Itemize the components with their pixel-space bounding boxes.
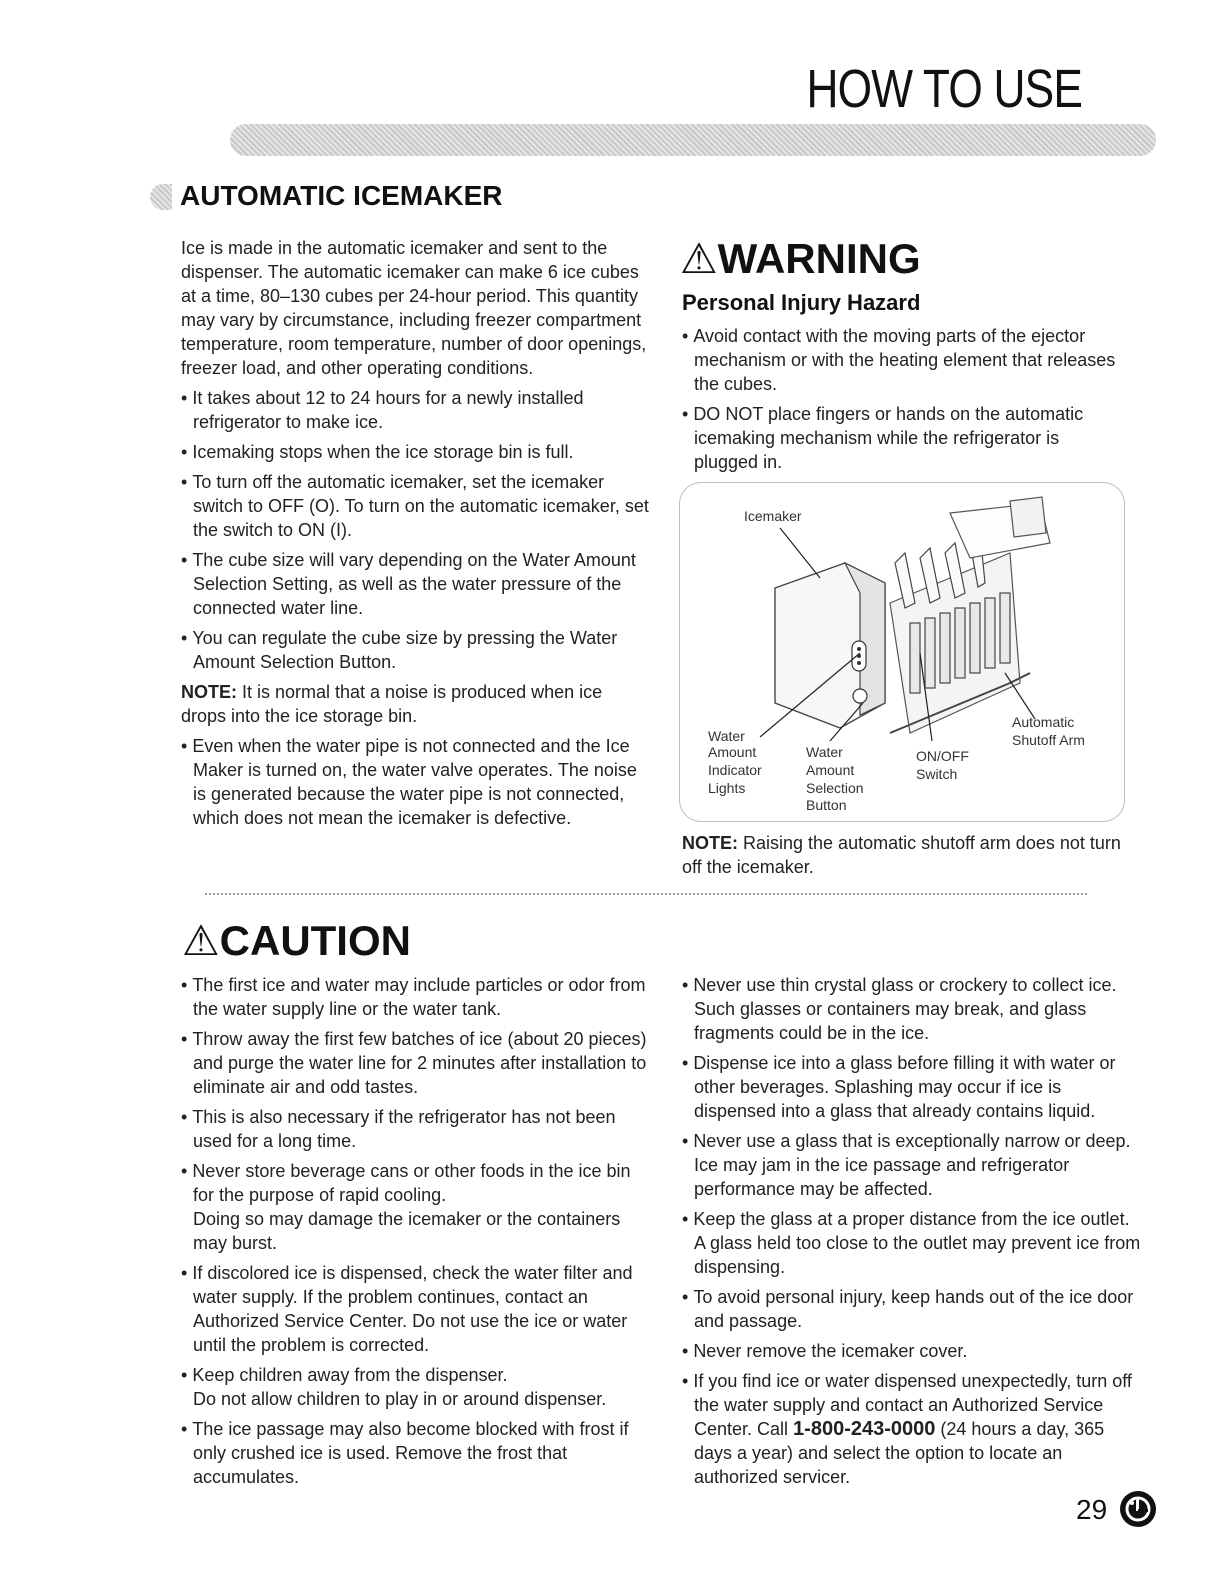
diagram-label-automatic: Automatic [1012, 714, 1075, 730]
caution-right-list [682, 973, 1142, 1495]
list-item-text: Never store beverage cans or other foods in the ice bin for the purpose of rapid cooling. [192, 1161, 631, 1205]
diagram-label-sel-amount: Amount [806, 762, 855, 778]
list-item-text: To avoid personal injury, keep hands out of the ice door and passage. [693, 1287, 1134, 1331]
list-item: • Never use a glass that is exceptionally narrow or deep. Ice may jam in the ice passage and refrigerator performance may be affected. [682, 1131, 1131, 1199]
list-item-text: Even when the water pipe is not connected and the Ice Maker is turned on, the water valve operates. The noise is generated because the water pipe is not connected, which does not mean the icemaker is defective. [192, 736, 637, 828]
warning-subtitle: Personal Injury Hazard [682, 290, 921, 315]
warning-heading [680, 234, 921, 283]
list-item: • It takes about 12 to 24 hours for a newly installed refrigerator to make ice. [181, 388, 584, 432]
list-item: • The cube size will vary depending on the Water Amount Selection Setting, as well as the water pressure of the connected water line. [181, 550, 636, 618]
list-item: • Keep children away from the dispenser. Do not allow children to play in or around dispenser. [181, 1363, 651, 1411]
list-item-text: The ice passage may also become blocked with frost if only crushed ice is used. Remove the frost that accumulates. [192, 1419, 629, 1487]
list-item-text: Keep the glass at a proper distance from the ice outlet. A glass held too close to the outlet may prevent ice from dispensing. [693, 1209, 1141, 1277]
list-item-text: Never use a glass that is exceptionally narrow or deep. Ice may jam in the ice passage and refrigerator performance may be affected. [693, 1131, 1131, 1199]
list-item: • DO NOT place fingers or hands on the automatic icemaking mechanism while the refrigerator is plugged in. [682, 404, 1084, 472]
list-item: • To turn off the automatic icemaker, set the icemaker switch to OFF (O). To turn on the automatic icemaker, set the switch to ON (I). [181, 472, 649, 540]
list-item: • The first ice and water may include particles or odor from the water supply line or the water tank. [181, 975, 646, 1019]
diagram-label-icemaker: Icemaker [744, 508, 802, 524]
list-item-continuation: Doing so may damage the icemaker or the containers may burst. [193, 1209, 621, 1253]
diagram-label-sel-selection: Selection [806, 780, 864, 796]
list-item-text: You can regulate the cube size by pressing the Water Amount Selection Button. [192, 628, 618, 672]
list-item-text: Throw away the first few batches of ice (about 20 pieces) and purge the water line for 2 minutes after installation to eliminate air and odd tastes. [192, 1029, 647, 1097]
icemaker-diagram [679, 482, 1125, 822]
diagram-label-sel-water: Water [806, 744, 843, 760]
diagram-label-indicator: Indicator [708, 762, 762, 778]
list-item-text: If you find ice or water dispensed unexpectedly, turn off the water supply and contact an Authorized Service Center. Call [693, 1371, 1132, 1439]
list-item: • Even when the water pipe is not connected and the Ice Maker is turned on, the water valve operates. The noise is generated because the water pipe is not connected, which does not mean the icemaker is defective. [181, 736, 637, 828]
caution-heading [182, 916, 411, 965]
lg-logo-icon [1119, 1490, 1157, 1528]
caution-icon: ⚠ [182, 917, 220, 964]
list-item-text: The first ice and water may include particles or odor from the water supply line or the water tank. [192, 975, 646, 1019]
note-label: NOTE: [181, 682, 237, 702]
list-item: • Never remove the icemaker cover. [682, 1341, 968, 1361]
list-item: • Avoid contact with the moving parts of the ejector mechanism or with the heating element that releases the cubes. [682, 326, 1116, 394]
list-item: • Icemaking stops when the ice storage bin is full. [181, 442, 574, 462]
list-item: • If discolored ice is dispensed, check the water filter and water supply. If the problem continues, contact an Authorized Service Center. Do not use the ice or water until the problem is corrected. [181, 1263, 633, 1355]
diagram-label-sel-button: Button [806, 797, 847, 813]
list-item-text: To turn off the automatic icemaker, set the icemaker switch to OFF (O). To turn on the automatic icemaker, set the switch to ON (I). [192, 472, 649, 540]
diagram-label-water: Water [708, 728, 745, 744]
list-item: • Never use thin crystal glass or crockery to collect ice. Such glasses or containers may break, and glass fragments could be in the ice. [682, 975, 1117, 1043]
list-item: • Keep the glass at a proper distance from the ice outlet. A glass held too close to the outlet may prevent ice from dispensing. [682, 1209, 1141, 1277]
list-item-text: Never use thin crystal glass or crockery to collect ice. Such glasses or containers may break, and glass fragments could be in the ice. [693, 975, 1117, 1043]
diagram-label-shutoff-arm: Shutoff Arm [1012, 732, 1085, 748]
service-phone-number: 1-800-243-0000 [793, 1418, 936, 1440]
list-item-text: This is also necessary if the refrigerator has not been used for a long time. [192, 1107, 616, 1151]
section-divider [205, 893, 1087, 895]
list-item: • You can regulate the cube size by pressing the Water Amount Selection Button. [181, 628, 618, 672]
list-item-text: Icemaking stops when the ice storage bin is full. [192, 442, 574, 462]
list-item: • Dispense ice into a glass before filling it with water or other beverages. Splashing may occur if ice is dispensed into a glass that already contains liquid. [682, 1053, 1116, 1121]
caution-left-list [181, 973, 651, 1495]
note-text: Raising the automatic shutoff arm does not turn off the icemaker. [682, 833, 1121, 877]
list-item-text: It takes about 12 to 24 hours for a newly installed refrigerator to make ice. [192, 388, 584, 432]
page-header-title: HOW TO USE [806, 59, 1082, 119]
list-item-text: The cube size will vary depending on the Water Amount Selection Setting, as well as the water pressure of the connected water line. [192, 550, 636, 618]
list-item: • This is also necessary if the refrigerator has not been used for a long time. [181, 1107, 616, 1151]
section-title: AUTOMATIC ICEMAKER [180, 180, 503, 211]
list-item: • If you find ice or water dispensed unexpectedly, turn off the water supply and contact an Authorized Service Center. Call 1-800-243-0000 (24 hours a day, 365 days a year) and select the option to locate an authorized servicer. [682, 1371, 1132, 1487]
list-item: • To avoid personal injury, keep hands out of the ice door and passage. [682, 1287, 1134, 1331]
warning-list [682, 324, 1118, 480]
list-item-continuation: Do not allow children to play in or around dispenser. [193, 1389, 607, 1409]
diagram-label-onoff: ON/OFF [916, 748, 969, 764]
note [181, 680, 651, 728]
list-item-text: If discolored ice is dispensed, check the water filter and water supply. If the problem continues, contact an Authorized Service Center. Do not use the ice or water until the problem is corrected. [192, 1263, 633, 1355]
list-item-text: Never remove the icemaker cover. [693, 1341, 968, 1361]
diagram-label-amount: Amount [708, 744, 757, 760]
list-item-text: Keep children away from the dispenser. [192, 1365, 508, 1385]
page-number: 29 [1076, 1494, 1108, 1525]
warning-title: WARNING [717, 235, 921, 282]
list-item-text: Dispense ice into a glass before filling it with water or other beverages. Splashing may occur if ice is dispensed into a glass that already contains liquid. [693, 1053, 1116, 1121]
list-item-text: DO NOT place fingers or hands on the automatic icemaking mechanism while the refrigerator is plugged in. [693, 404, 1084, 472]
warning-icon: ⚠ [680, 235, 718, 282]
list-item-text: Avoid contact with the moving parts of the ejector mechanism or with the heating element that releases the cubes. [693, 326, 1116, 394]
list-item: • Throw away the first few batches of ice (about 20 pieces) and purge the water line for 2 minutes after installation to eliminate air and odd tastes. [181, 1029, 647, 1097]
diagram-label-switch: Switch [916, 766, 958, 782]
header-bar [230, 124, 1156, 156]
left-column [181, 236, 651, 836]
note-label: NOTE: [682, 833, 738, 853]
list-item-text: (24 hours a day, 365 days a year) and select the option to locate an authorized servicer. [694, 1419, 1105, 1487]
caution-title: CAUTION [219, 917, 411, 964]
icemaker-illustration [680, 483, 1124, 821]
intro-paragraph: Ice is made in the automatic icemaker and sent to the dispenser. The automatic icemaker can make 6 ice cubes at a time, 80–130 cubes per 24-hour period. This quantity may vary by circumstance, including freezer compartment temperature, room temperature, number of door openings, freezer load, and other operating conditions. [181, 238, 647, 378]
list-item: • The ice passage may also become blocked with frost if only crushed ice is used. Remove the frost that accumulates. [181, 1419, 629, 1487]
section-tab-marker [150, 184, 172, 210]
list-item: • Never store beverage cans or other foods in the ice bin for the purpose of rapid cooling. Doing so may damage the icemaker or the containers may burst. [181, 1159, 651, 1255]
diagram-label-lights: Lights [708, 780, 746, 796]
diagram-note [682, 831, 1122, 885]
note-text: It is normal that a noise is produced when ice drops into the ice storage bin. [181, 682, 603, 726]
